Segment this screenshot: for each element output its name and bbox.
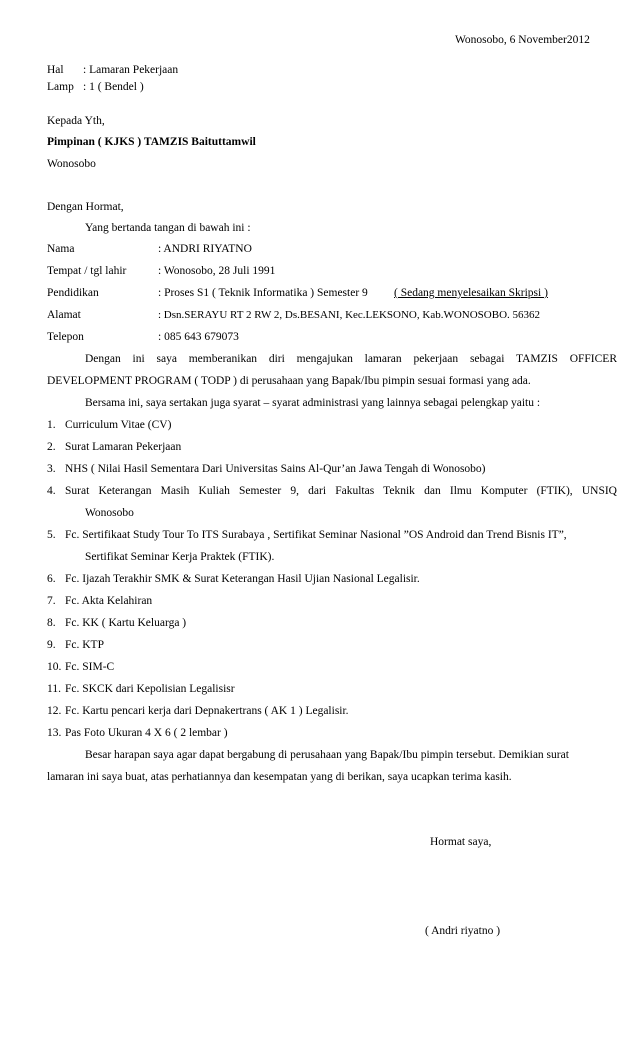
field-label-telepon: Telepon: [47, 331, 84, 343]
list-item-13: Pas Foto Ukuran 4 X 6 ( 2 lembar ): [65, 727, 228, 739]
list-item-5-cont: Sertifikat Seminar Kerja Praktek (FTIK).: [85, 551, 275, 563]
signoff: Hormat saya,: [430, 836, 492, 848]
list-item-6: Fc. Ijazah Terakhir SMK & Surat Keterangan Hasil Ujian Nasional Legalisir.: [65, 573, 420, 585]
para1-line1: Dengan ini saya memberanikan diri mengajukan lamaran pekerjaan sebagai TAMZIS OFFICER: [85, 353, 617, 365]
list-num-1: 1.: [47, 419, 56, 431]
field-value-nama: : ANDRI RIYATNO: [158, 243, 252, 255]
list-item-10: Fc. SIM-C: [65, 661, 115, 673]
field-label-pendidikan: Pendidikan: [47, 287, 99, 299]
hal-label: Hal: [47, 64, 64, 76]
lamp-label: Lamp: [47, 81, 74, 93]
para1-line2: DEVELOPMENT PROGRAM ( TODP ) di perusahaan yang Bapak/Ibu pimpin sesuai formasi yang ada.: [47, 375, 531, 387]
list-num-7: 7.: [47, 595, 56, 607]
field-extra-pendidikan: ( Sedang menyelesaikan Skripsi ): [394, 287, 548, 299]
list-num-13: 13.: [47, 727, 62, 739]
field-value-ttl: : Wonosobo, 28 Juli 1991: [158, 265, 276, 277]
field-value-pendidikan: : Proses S1 ( Teknik Informatika ) Semester 9: [158, 287, 368, 299]
recipient-city: Wonosobo: [47, 158, 96, 170]
list-num-8: 8.: [47, 617, 56, 629]
signature-name: ( Andri riyatno ): [425, 925, 501, 937]
list-item-8: Fc. KK ( Kartu Keluarga ): [65, 617, 187, 629]
list-item-7: Fc. Akta Kelahiran: [65, 595, 153, 607]
greeting: Dengan Hormat,: [47, 201, 124, 213]
list-num-11: 11.: [47, 683, 61, 695]
hal-value: : Lamaran Pekerjaan: [83, 64, 179, 76]
para2: Bersama ini, saya sertakan juga syarat – syarat administrasi yang lainnya sebagai pelengkap yaitu :: [85, 397, 541, 409]
recipient-name: Pimpinan ( KJKS ) TAMZIS Baituttamwil: [47, 136, 256, 148]
list-item-12: Fc. Kartu pencari kerja dari Depnakertrans ( AK 1 ) Legalisir.: [65, 705, 349, 717]
field-label-alamat: Alamat: [47, 309, 81, 321]
kepada-line: Kepada Yth,: [47, 115, 105, 127]
lamp-value: : 1 ( Bendel ): [83, 81, 144, 93]
letter-date: Wonosobo, 6 November2012: [455, 34, 590, 46]
list-item-3: NHS ( Nilai Hasil Sementara Dari Universitas Sains Al-Qur’an Jawa Tengah di Wonosobo): [65, 463, 486, 475]
list-num-12: 12.: [47, 705, 62, 717]
field-value-alamat: : Dsn.SERAYU RT 2 RW 2, Ds.BESANI, Kec.LEKSONO, Kab.WONOSOBO. 56362: [158, 309, 541, 321]
intro-line: Yang bertanda tangan di bawah ini :: [85, 222, 251, 234]
list-num-2: 2.: [47, 441, 56, 453]
list-num-4: 4.: [47, 485, 56, 497]
list-num-9: 9.: [47, 639, 56, 651]
list-item-4: Surat Keterangan Masih Kuliah Semester 9, dari Fakultas Teknik dan Ilmu Komputer (FTIK), UNSIQ: [65, 485, 617, 497]
list-num-10: 10.: [47, 661, 62, 673]
list-item-9: Fc. KTP: [65, 639, 104, 651]
list-item-2: Surat Lamaran Pekerjaan: [65, 441, 182, 453]
field-value-telepon: : 085 643 679073: [158, 331, 239, 343]
list-num-3: 3.: [47, 463, 56, 475]
list-item-4-cont: Wonosobo: [85, 507, 134, 519]
list-item-1: Curriculum Vitae (CV): [65, 419, 172, 431]
list-num-5: 5.: [47, 529, 56, 541]
list-num-6: 6.: [47, 573, 56, 585]
list-item-11: Fc. SKCK dari Kepolisian Legalisisr: [65, 683, 235, 695]
closing-line2: lamaran ini saya buat, atas perhatiannya dan kesempatan yang di berikan, saya ucapkan terima kasih.: [47, 771, 512, 783]
closing-line1: Besar harapan saya agar dapat bergabung di perusahaan yang Bapak/Ibu pimpin tersebut. Demikian surat: [85, 749, 569, 761]
field-label-ttl: Tempat / tgl lahir: [47, 265, 127, 277]
field-label-nama: Nama: [47, 243, 75, 255]
list-item-5: Fc. Sertifikaat Study Tour To ITS Surabaya , Sertifikat Seminar Nasional ”OS Android dan Trend Bisnis IT”,: [65, 529, 567, 541]
